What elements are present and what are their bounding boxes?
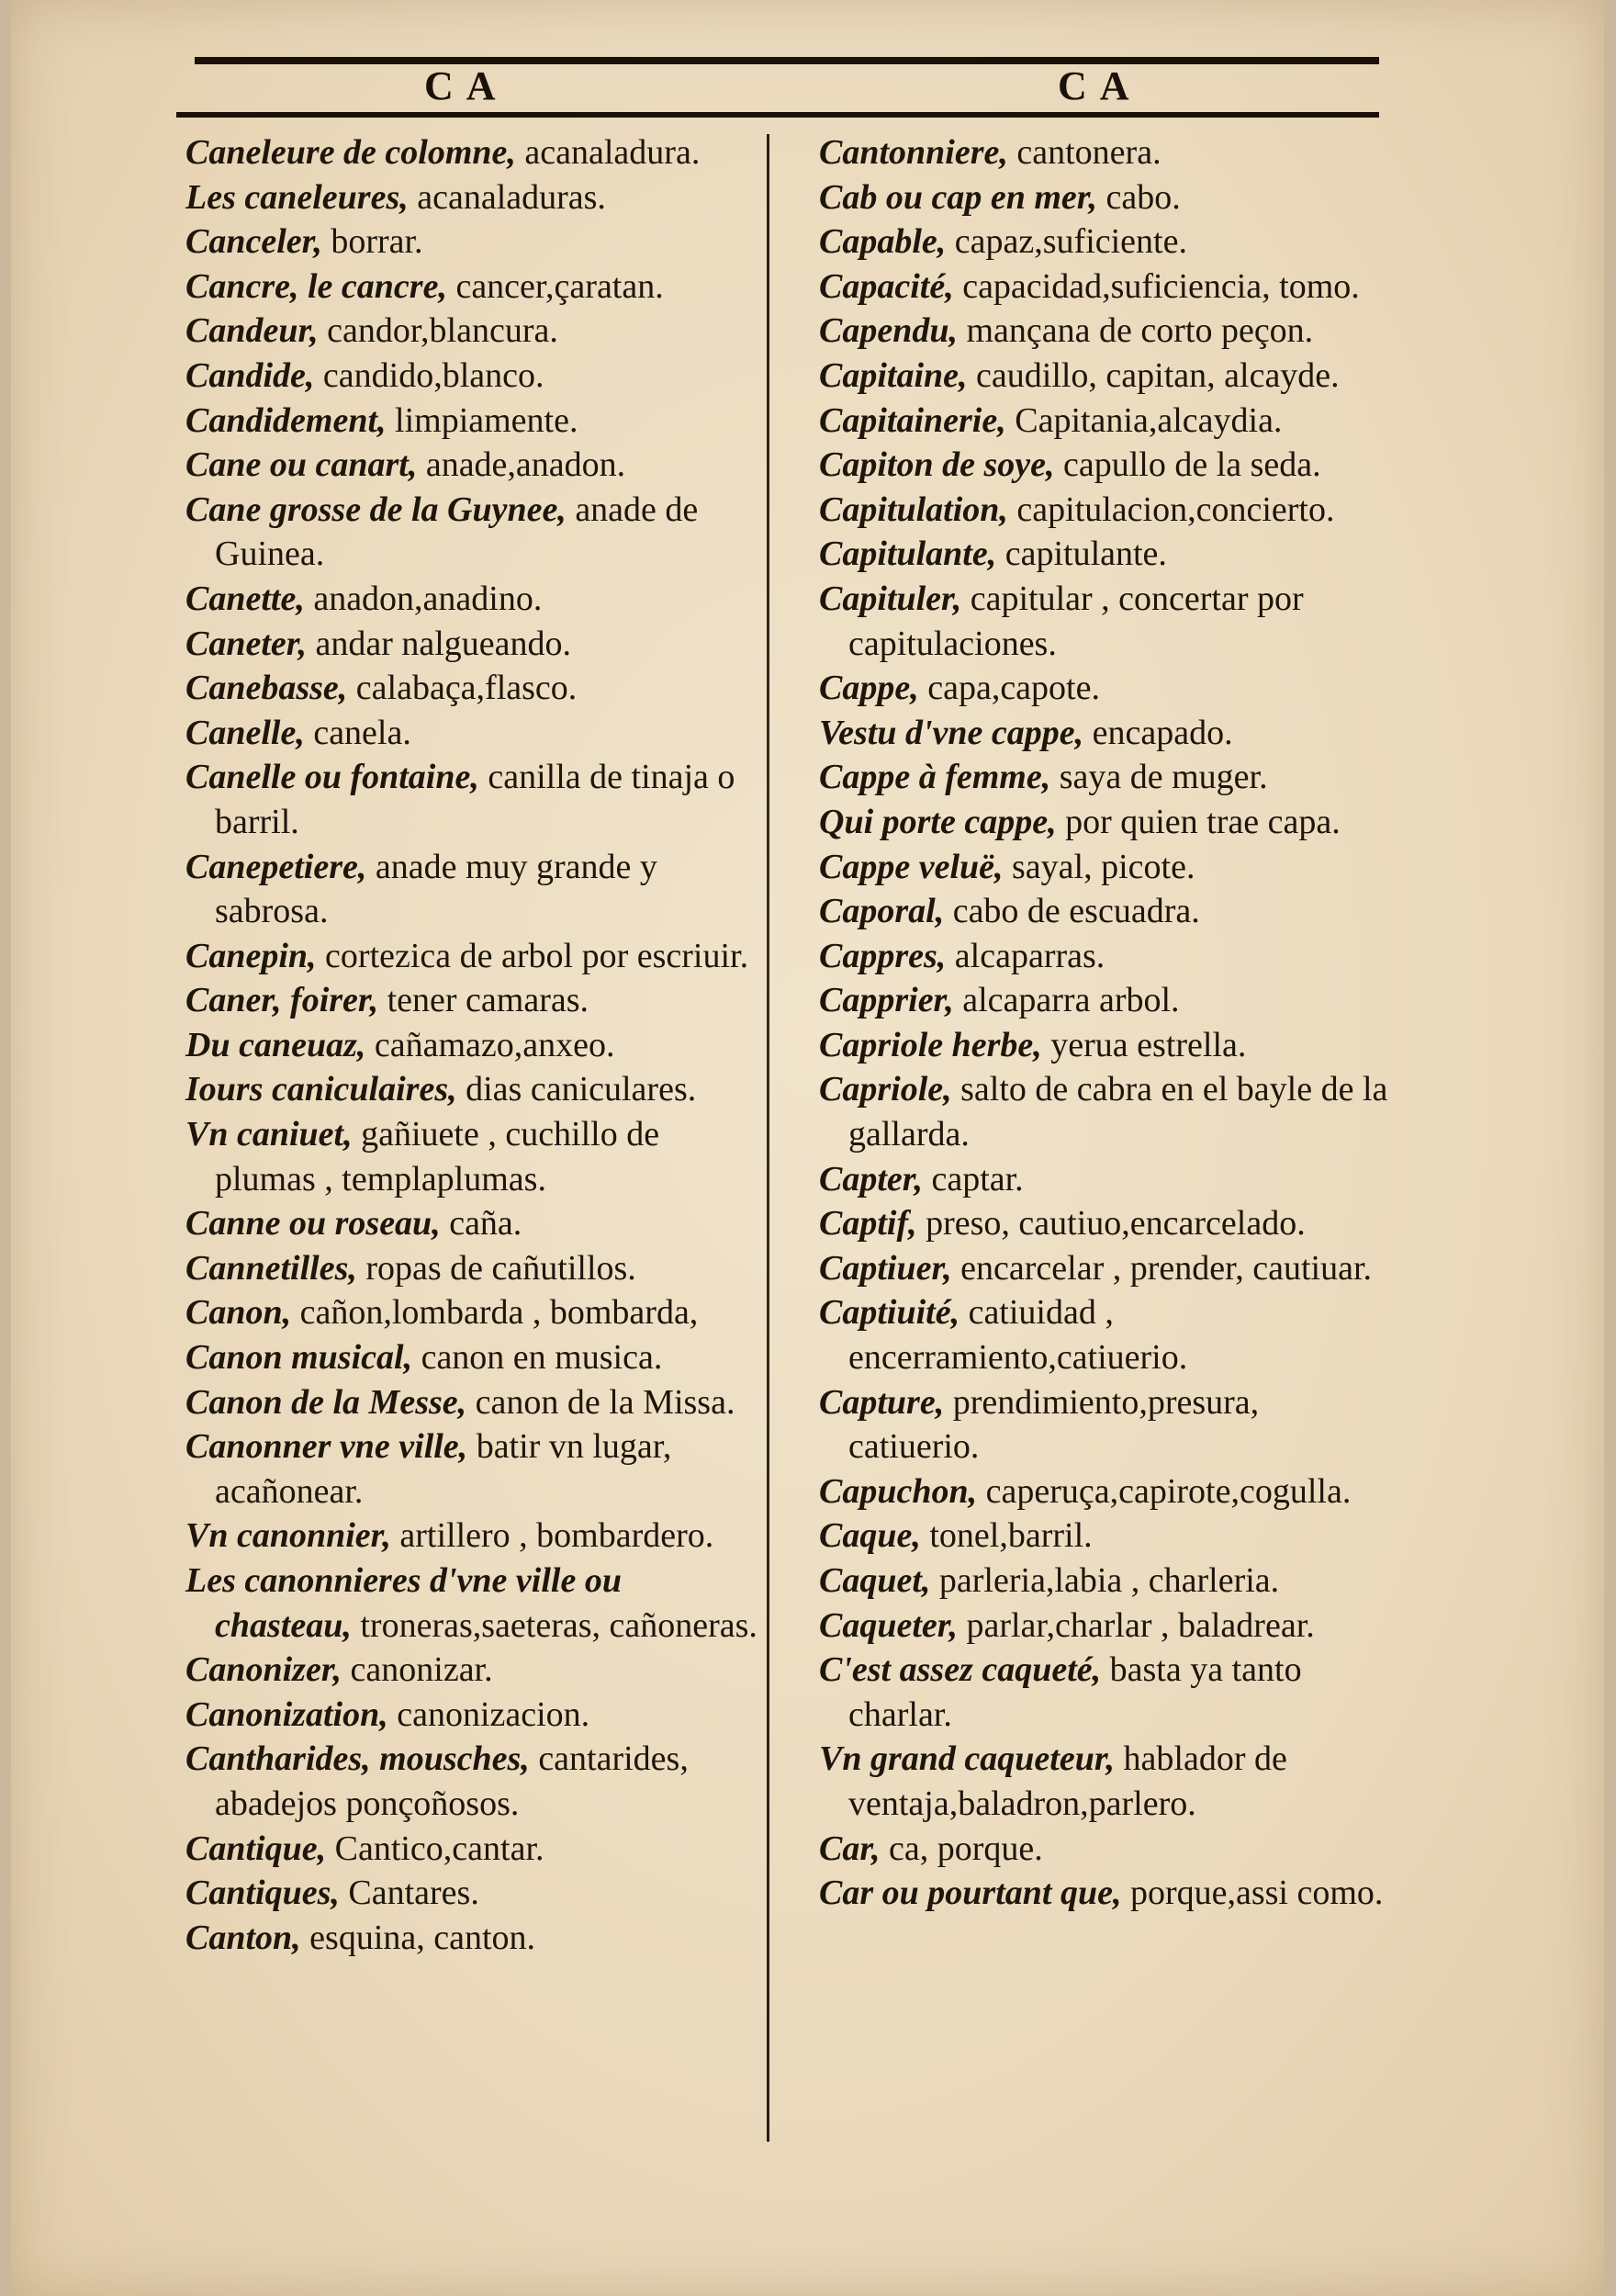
dictionary-entry [819, 889, 1388, 934]
entry-headword: Capendu, [819, 311, 958, 351]
entry-headword: Canelle, [185, 713, 305, 752]
dictionary-entry [185, 1737, 759, 1826]
entry-translation: cañamazo,anxeo. [365, 1025, 615, 1064]
entry-headword: Caporal, [819, 892, 945, 931]
entry-translation: ca, porque. [880, 1829, 1043, 1868]
entry-translation: anade de Guinea. [215, 490, 699, 574]
entry-headword: Car, [819, 1829, 881, 1868]
entry-translation: canonizacion. [387, 1694, 590, 1734]
dictionary-entry [819, 1559, 1388, 1604]
entry-headword: Capituler, [819, 579, 962, 618]
dictionary-entry [185, 1290, 759, 1335]
entry-headword: Canne ou roseau, [185, 1204, 441, 1244]
dictionary-entry [185, 264, 759, 310]
header-top-rule [195, 57, 1379, 64]
running-header-right: CA [1058, 63, 1142, 108]
entry-headword: Cantique, [185, 1829, 327, 1868]
entry-translation: artillero , bombardero. [390, 1516, 714, 1556]
entry-translation: cabo de escuadra. [944, 892, 1200, 931]
entry-headword: Canon de la Messe, [185, 1382, 467, 1422]
entry-headword: Les caneleures, [185, 177, 409, 217]
entry-headword: Capriole herbe, [819, 1025, 1042, 1064]
entry-translation: saya de muger. [1050, 758, 1268, 797]
entry-translation: gañiuete , cuchillo de plumas , templaplumas. [215, 1115, 660, 1199]
entry-translation: batir vn lugar, acañonear. [215, 1427, 672, 1511]
dictionary-entry [185, 622, 759, 667]
entry-headword: Captif, [819, 1204, 917, 1244]
entry-translation: candor,blancura. [318, 311, 558, 351]
entry-translation: capacidad,suficiencia, tomo. [953, 266, 1360, 306]
header-bottom-rule [176, 112, 1379, 118]
entry-translation: encarcelar , prender, cautiuar. [951, 1248, 1373, 1288]
dictionary-entry [185, 1648, 759, 1693]
dictionary-entry [185, 1246, 759, 1291]
entry-headword: Caneter, [185, 624, 307, 663]
entry-headword: Canon, [185, 1293, 292, 1333]
dictionary-entry [185, 1380, 759, 1425]
entry-translation: limpiamente. [386, 400, 578, 440]
entry-translation: cabo. [1096, 177, 1181, 217]
entry-translation: candido,blanco. [314, 355, 544, 395]
entry-translation: encapado. [1083, 713, 1233, 752]
entry-translation: captar. [922, 1159, 1024, 1199]
dictionary-entry [819, 264, 1388, 310]
entry-headword: Caqueter, [819, 1605, 958, 1645]
entry-headword: Cane grosse de la Guynee, [185, 490, 567, 529]
entry-translation: por quien trae capa. [1056, 802, 1341, 841]
entry-headword: Capter, [819, 1159, 923, 1199]
dictionary-entry [819, 1737, 1388, 1826]
entry-translation: parleria,labia , charleria. [930, 1561, 1280, 1600]
entry-translation: caperuça,capirote,cogulla. [977, 1471, 1352, 1511]
entry-headword: Capture, [819, 1382, 945, 1422]
dictionary-entry [185, 711, 759, 756]
entry-translation: preso, cautiuo,encarcelado. [916, 1204, 1306, 1244]
entry-translation: esquina, canton. [300, 1918, 536, 1957]
entry-translation: prendimiento,presura, catiuerio. [848, 1382, 1260, 1467]
entry-translation: andar nalgueando. [306, 624, 572, 663]
entry-headword: Cantharides, mousches, [185, 1739, 530, 1779]
entry-headword: Cab ou cap en mer, [819, 177, 1097, 217]
entry-headword: Caneleure de colomne, [185, 133, 516, 172]
dictionary-entry [819, 978, 1388, 1023]
dictionary-entry [819, 666, 1388, 711]
entry-translation: borrar. [321, 222, 423, 262]
entry-translation: canon en musica. [412, 1338, 663, 1378]
entry-translation: hablador de ventaja,baladron,parlero. [848, 1739, 1287, 1823]
entry-translation: caña. [440, 1204, 522, 1244]
entry-headword: Qui porte cappe, [819, 802, 1057, 841]
entry-translation: acanaladura. [515, 133, 701, 172]
entry-translation: calabaça,flasco. [347, 669, 578, 708]
entry-translation: cancer,çaratan. [446, 266, 664, 306]
entry-headword: Canonizer, [185, 1650, 342, 1690]
dictionary-entry [819, 577, 1388, 666]
entry-headword: Canon musical, [185, 1338, 413, 1378]
entry-headword: Capitainerie, [819, 400, 1006, 440]
entry-headword: Captiuer, [819, 1248, 952, 1288]
entry-headword: Cantiques, [185, 1874, 340, 1913]
entry-translation: alcaparra arbol. [953, 981, 1180, 1020]
entry-headword: Candeur, [185, 311, 319, 351]
dictionary-entry [819, 1871, 1388, 1916]
dictionary-entry [185, 666, 759, 711]
entry-headword: Caquet, [819, 1561, 931, 1600]
entry-headword: Du caneuaz, [185, 1025, 366, 1064]
entry-headword: Canette, [185, 579, 305, 618]
entry-headword: Captiuité, [819, 1293, 960, 1333]
right-column [819, 130, 1388, 1916]
entry-headword: Vestu d'vne cappe, [819, 713, 1084, 752]
dictionary-entry [819, 1380, 1388, 1469]
entry-translation: dias caniculares. [456, 1070, 697, 1109]
dictionary-entry [185, 1112, 759, 1201]
entry-headword: Vn grand caqueteur, [819, 1739, 1116, 1779]
dictionary-entry [185, 845, 759, 934]
entry-headword: Cantonniere, [819, 133, 1008, 172]
dictionary-entry [185, 175, 759, 220]
entry-translation: sayal, picote. [1003, 847, 1195, 886]
entry-headword: Cancre, le cancre, [185, 266, 447, 306]
dictionary-entry [819, 845, 1388, 890]
entry-translation: basta ya tanto charlar. [848, 1650, 1302, 1734]
dictionary-entry [185, 1916, 759, 1961]
entry-translation: capullo de la seda. [1054, 445, 1321, 485]
dictionary-entry [185, 978, 759, 1023]
dictionary-entry [185, 1514, 759, 1559]
entry-headword: Capitulation, [819, 490, 1008, 529]
entry-translation: anade,anadon. [417, 445, 626, 485]
dictionary-entry [185, 1424, 759, 1514]
dictionary-entry [185, 1559, 759, 1648]
running-header-left: CA [424, 63, 509, 108]
entry-headword: Iours caniculaires, [185, 1070, 457, 1109]
entry-translation: catiuidad , encerramiento,catiuerio. [848, 1293, 1188, 1378]
entry-translation: alcaparras. [946, 936, 1105, 975]
entry-headword: Canelle ou fontaine, [185, 758, 479, 797]
entry-translation: Cantares. [339, 1874, 479, 1913]
dictionary-entry [185, 354, 759, 399]
entry-headword: Vn caniuet, [185, 1115, 353, 1154]
dictionary-entry [185, 443, 759, 488]
entry-headword: Capacité, [819, 266, 954, 306]
entry-headword: Cane ou canart, [185, 445, 418, 485]
entry-headword: Vn canonnier, [185, 1516, 391, 1556]
entry-headword: C'est assez caqueté, [819, 1650, 1102, 1690]
dictionary-entry [819, 130, 1388, 175]
dictionary-entry [185, 309, 759, 354]
entry-translation: cortezica de arbol por escriuir. [316, 936, 749, 975]
entry-headword: Cappe veluë, [819, 847, 1004, 886]
entry-translation: mançana de corto peçon. [957, 311, 1314, 351]
dictionary-entry [185, 488, 759, 577]
entry-headword: Caner, foirer, [185, 981, 379, 1020]
dictionary-page [11, 0, 1604, 2296]
entry-translation: salto de cabra en el bayle de la gallarda. [848, 1070, 1388, 1154]
entry-headword: Canton, [185, 1918, 301, 1957]
entry-translation: anadon,anadino. [304, 579, 543, 618]
dictionary-entry [185, 130, 759, 175]
dictionary-entry [819, 443, 1388, 488]
entry-translation: capitulante. [996, 535, 1167, 574]
entry-headword: Cannetilles, [185, 1248, 357, 1288]
entry-headword: Canebasse, [185, 669, 348, 708]
entry-translation: tener camaras. [378, 981, 589, 1020]
entry-headword: Capitaine, [819, 355, 968, 395]
dictionary-entry [819, 488, 1388, 533]
dictionary-entry [185, 1871, 759, 1916]
dictionary-entry [185, 755, 759, 844]
dictionary-entry [819, 1157, 1388, 1202]
entry-translation: canilla de tinaja o barril. [215, 758, 735, 841]
dictionary-entry [185, 934, 759, 979]
dictionary-entry [819, 1604, 1388, 1649]
entry-translation: parlar,charlar , baladrear. [957, 1605, 1315, 1645]
dictionary-entry [819, 175, 1388, 220]
dictionary-entry [819, 219, 1388, 264]
entry-translation: Cantico,cantar. [326, 1829, 544, 1868]
dictionary-entry [819, 1469, 1388, 1514]
entry-translation: canela. [304, 713, 411, 752]
dictionary-entry [185, 1067, 759, 1112]
entry-translation: cantarides, abadejos ponçoñosos. [215, 1739, 689, 1823]
dictionary-entry [185, 399, 759, 444]
entry-headword: Capitulante, [819, 535, 997, 574]
entry-headword: Caque, [819, 1516, 921, 1556]
entry-translation: capaz,suficiente. [946, 222, 1187, 262]
dictionary-entry [819, 1246, 1388, 1291]
entry-translation: anade muy grande y sabrosa. [215, 847, 657, 931]
entry-translation: canonizar. [342, 1650, 493, 1690]
entry-headword: Cappres, [819, 936, 947, 975]
entry-headword: Candidement, [185, 400, 387, 440]
dictionary-entry [185, 577, 759, 622]
entry-translation: porque,assi como. [1121, 1874, 1384, 1913]
dictionary-entry [185, 1335, 759, 1380]
entry-translation: troneras,saeteras, cañoneras. [351, 1605, 758, 1645]
dictionary-entry [819, 1067, 1388, 1156]
entry-translation: tonel,barril. [920, 1516, 1093, 1556]
dictionary-entry [819, 934, 1388, 979]
left-column [185, 130, 759, 1960]
entry-headword: Cappe à femme, [819, 758, 1051, 797]
entry-translation: Capitania,alcaydia. [1005, 400, 1283, 440]
entry-headword: Capable, [819, 222, 947, 262]
entry-headword: Cappe, [819, 669, 919, 708]
entry-translation: cañon,lombarda , bombarda, [291, 1293, 699, 1333]
dictionary-entry [819, 1290, 1388, 1379]
entry-headword: Canceler, [185, 222, 322, 262]
dictionary-entry [819, 1201, 1388, 1246]
entry-headword: Canonization, [185, 1694, 388, 1734]
entry-headword: Capriole, [819, 1070, 952, 1109]
column-divider [767, 134, 769, 2142]
entry-translation: canon de la Missa. [466, 1382, 735, 1422]
dictionary-entry [819, 1514, 1388, 1559]
entry-translation: yerua estrella. [1041, 1025, 1247, 1064]
dictionary-entry [819, 354, 1388, 399]
dictionary-entry [819, 399, 1388, 444]
entry-translation: caudillo, capitan, alcayde. [967, 355, 1340, 395]
entry-translation: cantonera. [1007, 133, 1162, 172]
entry-headword: Capuchon, [819, 1471, 978, 1511]
dictionary-entry [819, 755, 1388, 800]
dictionary-entry [819, 1023, 1388, 1068]
dictionary-entry [185, 1827, 759, 1872]
entry-headword: Car ou pourtant que, [819, 1874, 1122, 1913]
entry-headword: Canepin, [185, 936, 317, 975]
dictionary-entry [819, 309, 1388, 354]
entry-headword: Capprier, [819, 981, 954, 1020]
dictionary-entry [819, 1827, 1388, 1872]
entry-translation: capitulacion,concierto. [1007, 490, 1335, 529]
dictionary-entry [185, 1693, 759, 1738]
dictionary-entry [185, 219, 759, 264]
entry-headword: Canepetiere, [185, 847, 367, 886]
entry-translation: acanaladuras. [408, 177, 606, 217]
entry-translation: capa,capote. [918, 669, 1100, 708]
dictionary-entry [819, 1648, 1388, 1737]
entry-translation: capitular , concertar por capitulaciones. [848, 579, 1304, 663]
dictionary-entry [185, 1201, 759, 1246]
entry-headword: Capiton de soye, [819, 445, 1055, 485]
dictionary-entry [819, 711, 1388, 756]
dictionary-entry [185, 1023, 759, 1068]
entry-headword: Canonner vne ville, [185, 1427, 468, 1467]
entry-headword: Les canonnieres d'vne ville ou chasteau, [185, 1561, 622, 1645]
entry-headword: Candide, [185, 355, 315, 395]
dictionary-entry [819, 800, 1388, 845]
entry-translation: ropas de cañutillos. [356, 1248, 636, 1288]
dictionary-entry [819, 532, 1388, 577]
